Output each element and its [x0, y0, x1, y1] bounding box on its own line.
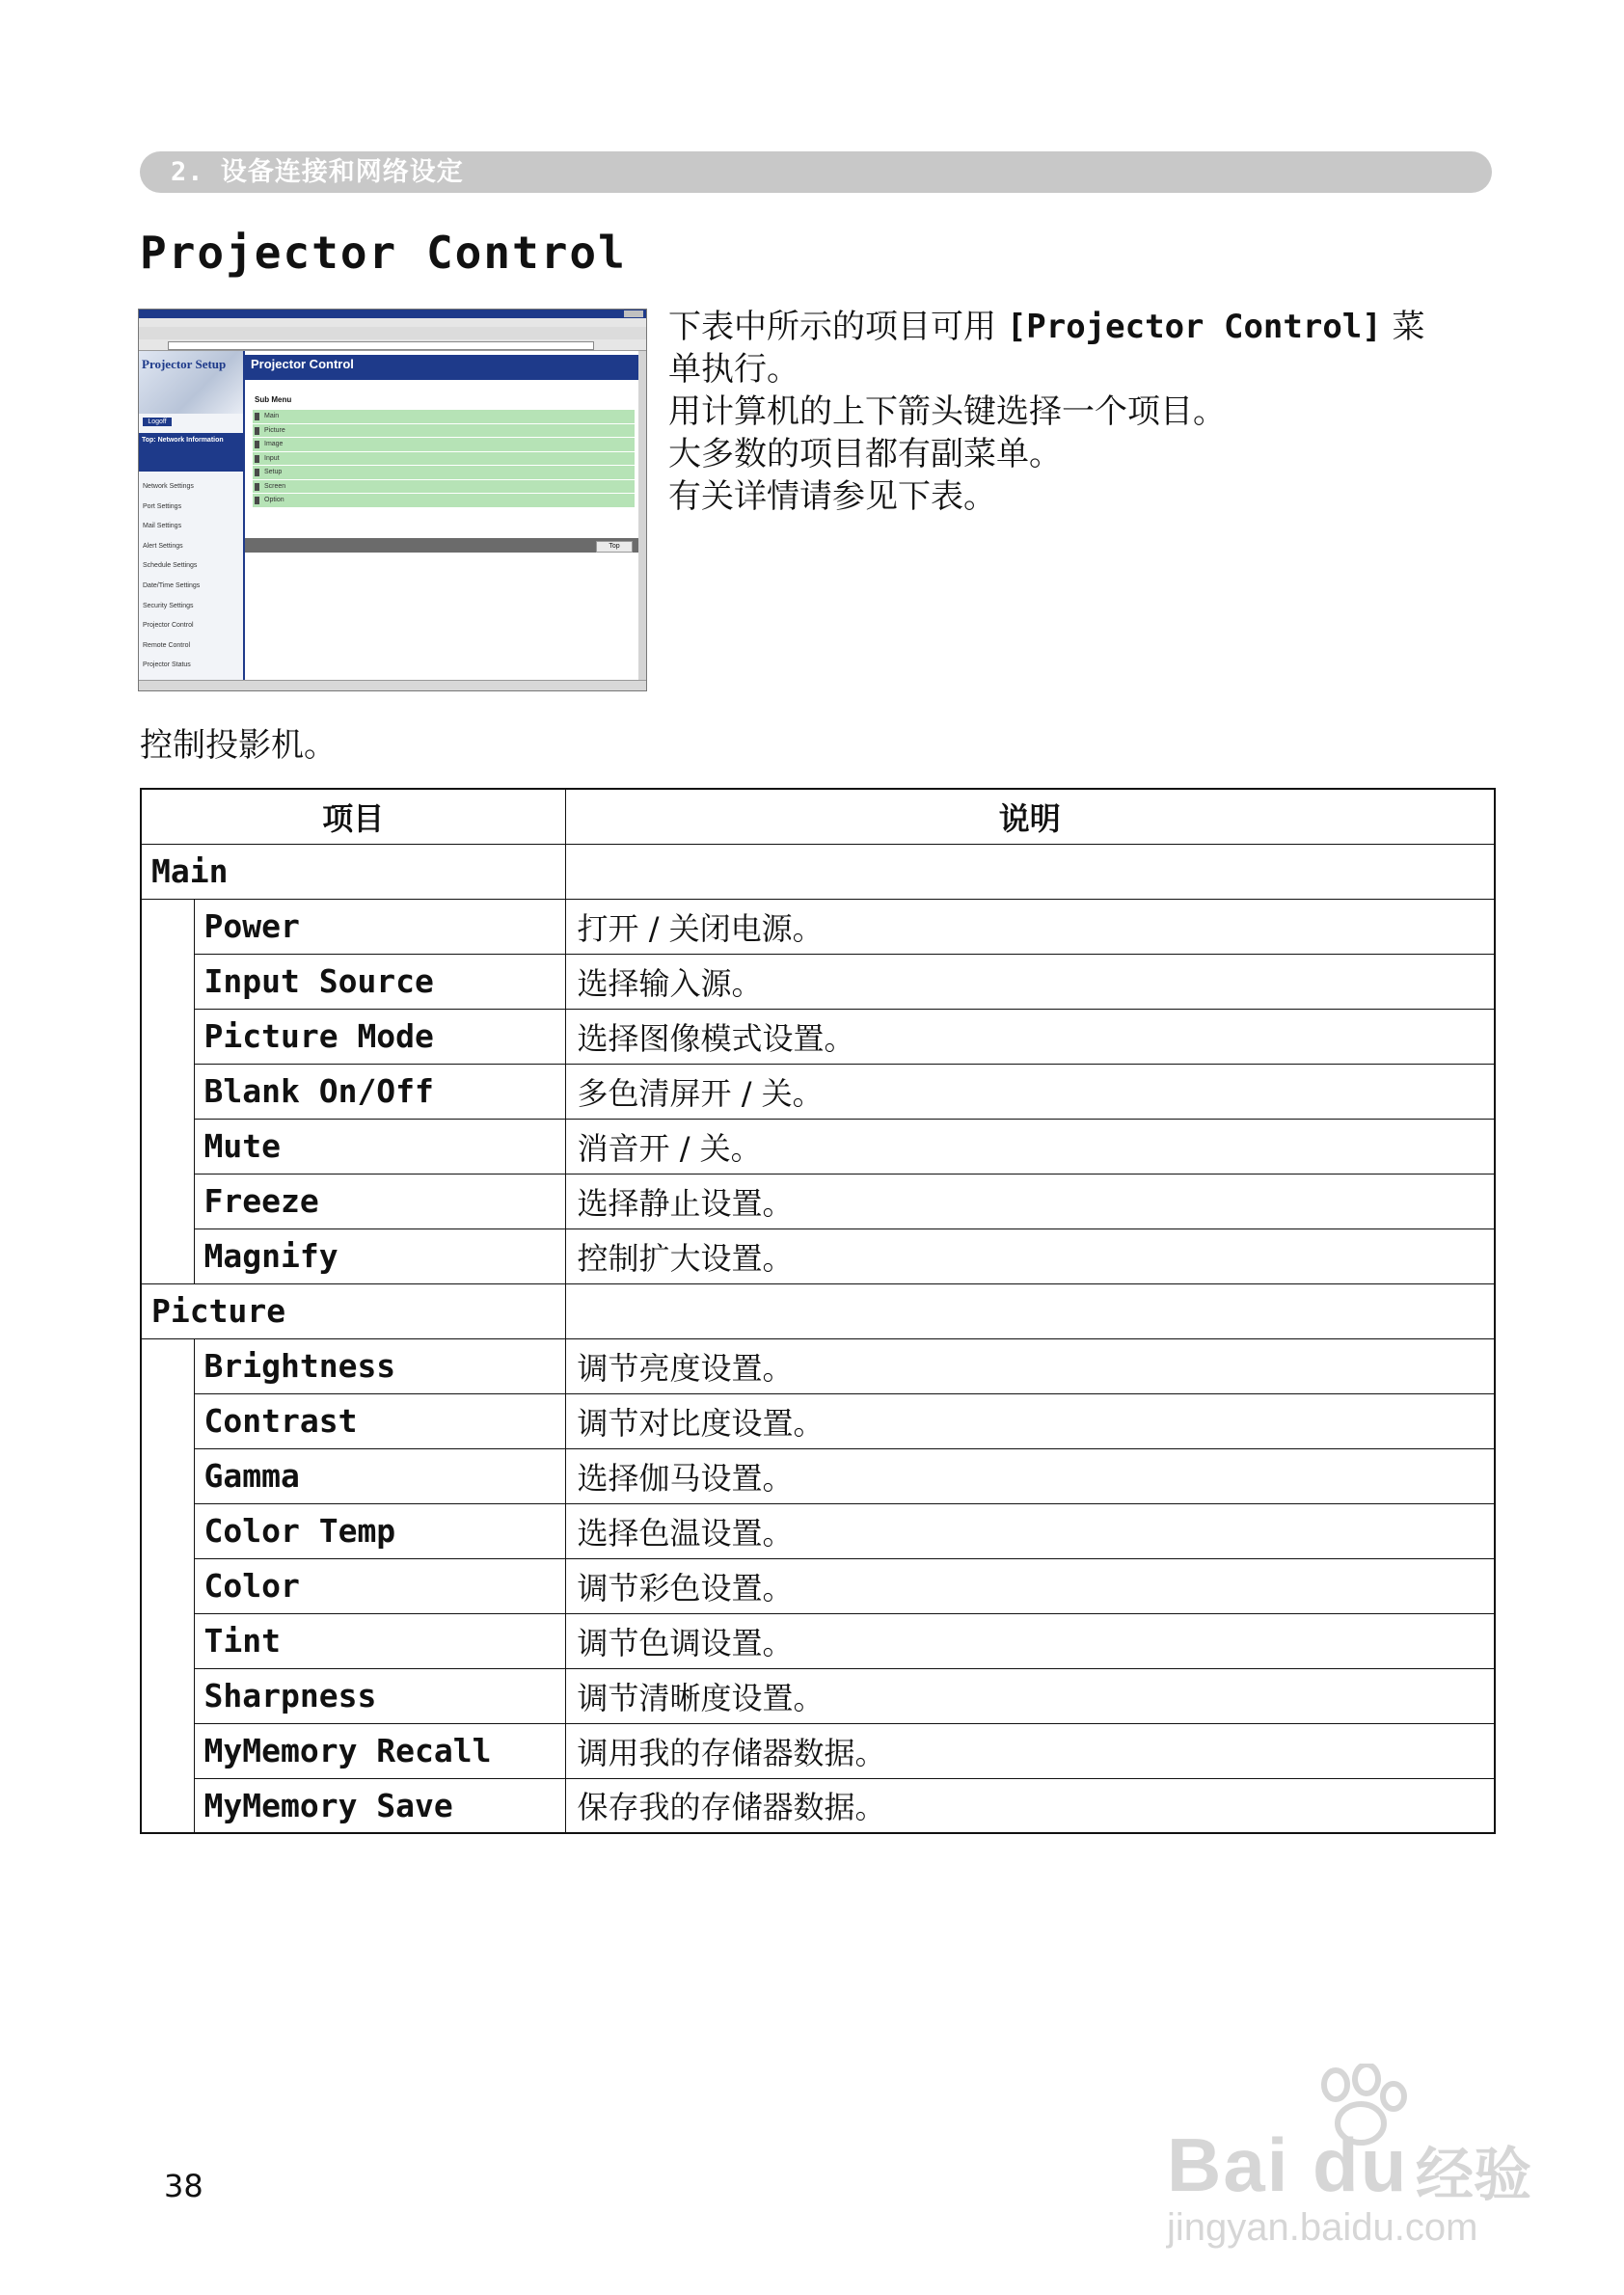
- submenu-label: Sub Menu: [255, 395, 292, 404]
- submenu-item: Option: [253, 494, 635, 508]
- intro-line-3: 用计算机的上下箭头键选择一个项目。: [668, 392, 1226, 431]
- item-description: 选择伽马设置。: [565, 1448, 1495, 1503]
- item-name: Brightness: [194, 1338, 565, 1393]
- screenshot-figure: [138, 309, 647, 691]
- browser-menubar: [139, 318, 646, 327]
- group-name: Picture: [141, 1283, 565, 1338]
- intro-menu-name: [Projector Control]: [1006, 308, 1382, 346]
- group-description: [565, 844, 1495, 899]
- item-name: Color Temp: [194, 1503, 565, 1558]
- item-name: MyMemory Save: [194, 1778, 565, 1833]
- group-name: Main: [141, 844, 565, 899]
- table-group-row: [141, 844, 1495, 899]
- intro-paragraph: [668, 306, 1507, 518]
- header-item: 项目: [141, 789, 565, 844]
- intro-line-5: 有关详情请参见下表。: [668, 477, 996, 516]
- header-description: 说明: [565, 789, 1495, 844]
- table-caption: 控制投影机。: [140, 726, 337, 765]
- intro-line-2: 单执行。: [668, 350, 799, 389]
- screenshot-scrollbar: [638, 351, 646, 681]
- screenshot-footer-bar: [245, 538, 638, 553]
- logoff-button: Logoff: [143, 418, 172, 426]
- submenu-item: Setup: [253, 466, 635, 480]
- item-description: 选择静止设置。: [565, 1174, 1495, 1228]
- table-row: [141, 1723, 1495, 1778]
- item-description: 多色清屏开 / 关。: [565, 1064, 1495, 1119]
- submenu-list: [253, 410, 635, 508]
- browser-statusbar: [139, 680, 646, 690]
- table-header-row: [141, 789, 1495, 844]
- nav-item: Mail Settings: [143, 523, 182, 530]
- table-row: [141, 1393, 1495, 1448]
- item-name: Gamma: [194, 1448, 565, 1503]
- table-row: [141, 1064, 1495, 1119]
- nav-item: Remote Control: [143, 641, 191, 649]
- item-description: 调节亮度设置。: [565, 1338, 1495, 1393]
- item-name: Contrast: [194, 1393, 565, 1448]
- group-description: [565, 1283, 1495, 1338]
- table-row: [141, 1668, 1495, 1723]
- item-description: 调节彩色设置。: [565, 1558, 1495, 1613]
- table-row: [141, 1228, 1495, 1283]
- nav-item: Date/Time Settings: [143, 581, 201, 589]
- nav-item: Network Settings: [143, 483, 194, 490]
- window-buttons: [624, 310, 643, 317]
- indent-cell: [141, 1338, 194, 1833]
- page-number: 38: [164, 2168, 203, 2204]
- item-description: 打开 / 关闭电源。: [565, 899, 1495, 954]
- table-row: [141, 1009, 1495, 1064]
- page-title: Projector Control: [140, 227, 627, 279]
- intro-line-1-after: 菜: [1381, 308, 1425, 346]
- submenu-item: Image: [253, 438, 635, 452]
- item-description: 消音开 / 关。: [565, 1119, 1495, 1174]
- item-name: Input Source: [194, 954, 565, 1009]
- table-row: [141, 954, 1495, 1009]
- window-titlebar: [139, 310, 646, 318]
- item-name: Picture Mode: [194, 1009, 565, 1064]
- items-table-body: [141, 844, 1495, 1833]
- item-name: Color: [194, 1558, 565, 1613]
- item-description: 选择色温设置。: [565, 1503, 1495, 1558]
- intro-line-1: [668, 306, 1507, 348]
- table-row: [141, 1558, 1495, 1613]
- table-row: [141, 1119, 1495, 1174]
- screenshot-sidebar: [139, 414, 243, 681]
- item-name: Blank On/Off: [194, 1064, 565, 1119]
- item-description: 调节对比度设置。: [565, 1393, 1495, 1448]
- item-name: Magnify: [194, 1228, 565, 1283]
- indent-cell: [141, 899, 194, 1283]
- item-description: 选择图像模式设置。: [565, 1009, 1495, 1064]
- submenu-item: Picture: [253, 424, 635, 439]
- intro-line-4: 大多数的项目都有副菜单。: [668, 435, 1062, 473]
- item-description: 控制扩大设置。: [565, 1228, 1495, 1283]
- nav-item: Security Settings: [143, 602, 194, 609]
- item-name: Sharpness: [194, 1668, 565, 1723]
- items-table: [140, 788, 1496, 1834]
- nav-item: Port Settings: [143, 502, 182, 510]
- item-name: Freeze: [194, 1174, 565, 1228]
- item-name: Power: [194, 899, 565, 954]
- item-description: 选择输入源。: [565, 954, 1495, 1009]
- table-row: [141, 1448, 1495, 1503]
- browser-toolbar: [139, 327, 646, 340]
- nav-item: Projector Status: [143, 662, 191, 669]
- nav-item: Schedule Settings: [143, 562, 198, 570]
- item-description: 调节清晰度设置。: [565, 1668, 1495, 1723]
- watermark-brand: Bai du: [1167, 2122, 1409, 2207]
- intro-line-1-before: 下表中所示的项目可用: [668, 308, 1007, 346]
- item-name: MyMemory Recall: [194, 1723, 565, 1778]
- table-row: [141, 1503, 1495, 1558]
- screenshot-header: Projector Control: [245, 355, 638, 380]
- sidebar-divider: [243, 351, 245, 681]
- table-row: [141, 1338, 1495, 1393]
- table-group-row: [141, 1283, 1495, 1338]
- section-header-bar: 2. 设备连接和网络设定: [140, 151, 1492, 193]
- nav-item: Alert Settings: [143, 542, 183, 550]
- nav-items: [143, 477, 200, 676]
- item-name: Mute: [194, 1119, 565, 1174]
- item-description: 保存我的存储器数据。: [565, 1778, 1495, 1833]
- address-field: [168, 341, 594, 350]
- nav-item: Projector Control: [143, 622, 194, 630]
- table-row: [141, 1778, 1495, 1833]
- submenu-item: Main: [253, 410, 635, 424]
- item-description: 调节色调设置。: [565, 1613, 1495, 1668]
- projector-setup-logo: [139, 351, 243, 414]
- browser-address-bar: [139, 339, 646, 351]
- nav-top-network-information: Top: Network Information: [139, 433, 243, 472]
- logo-text: Projector Setup: [142, 357, 227, 371]
- watermark-url: jingyan.baidu.com: [1167, 2206, 1478, 2249]
- item-description: 调用我的存储器数据。: [565, 1723, 1495, 1778]
- watermark-cn: 经验: [1416, 2142, 1531, 2209]
- submenu-item: Screen: [253, 480, 635, 495]
- top-button: Top: [596, 541, 633, 553]
- table-row: [141, 1174, 1495, 1228]
- table-row: [141, 1613, 1495, 1668]
- baidu-watermark: [1167, 2064, 1553, 2256]
- table-row: [141, 899, 1495, 954]
- submenu-item: Input: [253, 452, 635, 467]
- item-name: Tint: [194, 1613, 565, 1668]
